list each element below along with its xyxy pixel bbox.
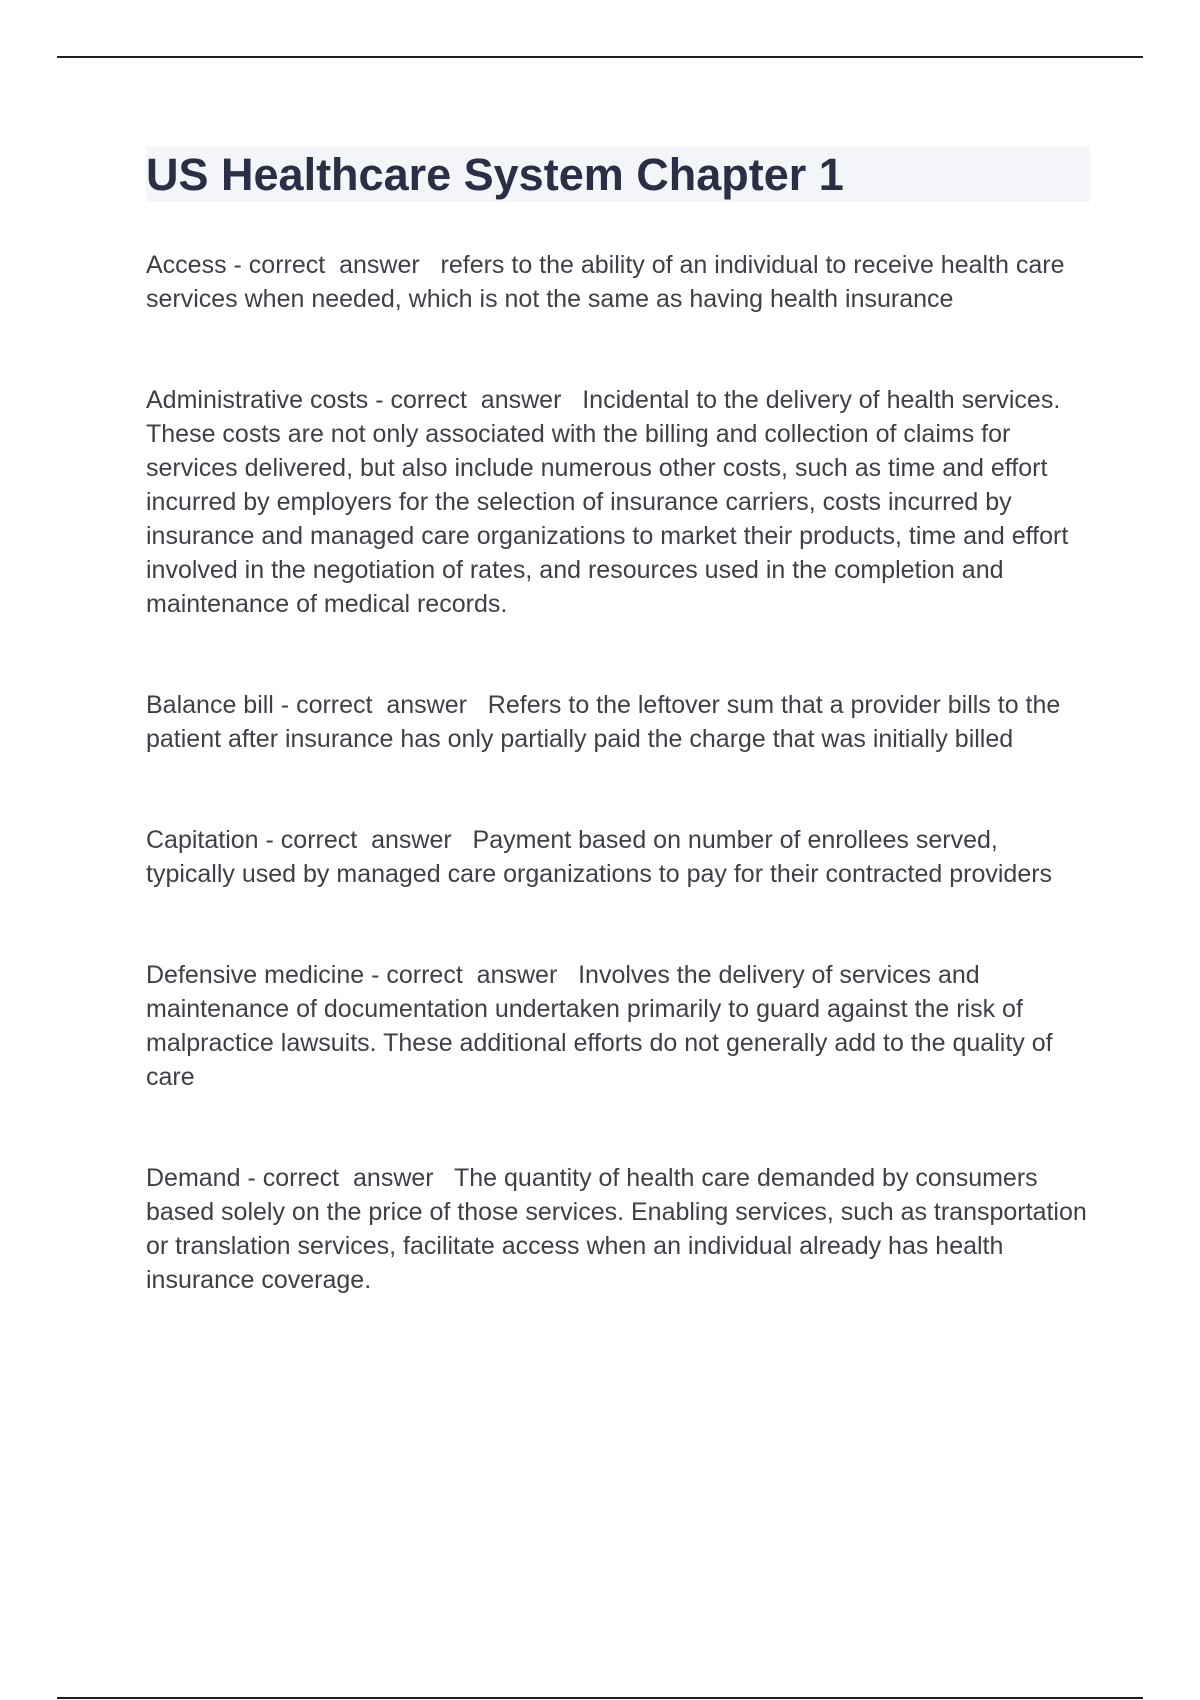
top-divider: [57, 56, 1143, 58]
document-body: [146, 146, 1094, 1364]
definition-entry-capitation: Capitation - correct answer Payment based on number of enrollees served, typically used by managed care organizations to pay for their contracted providers: [146, 826, 1053, 888]
definition-entry-access: Access - correct answer refers to the ability of an individual to receive health care services when needed, which is not the same as having health insurance: [146, 251, 1072, 313]
bottom-divider: [57, 1697, 1143, 1699]
definition-entry-demand: Demand - correct answer The quantity of health care demanded by consumers based solely on the price of those services. Enabling services, such as transportation or translation services, facilitate access when an individual already has health insurance coverage.: [146, 1164, 1094, 1294]
definition-entry-administrative-costs: Administrative costs - correct answer Incidental to the delivery of health services. These costs are not only associated with the billing and collection of claims for services delivered, but also include numerous other costs, such as time and effort incurred by employers for the selection of insurance carriers, costs incurred by insurance and managed care organizations to market their products, time and effort involved in the negotiation of rates, and resources used in the completion and maintenance of medical records.: [146, 386, 1076, 618]
definition-entry-defensive-medicine: Defensive medicine - correct answer Involves the delivery of services and maintenance of documentation undertaken primarily to guard against the risk of malpractice lawsuits. These additional efforts do not generally add to the quality of care: [146, 961, 1060, 1091]
definition-entry-balance-bill: Balance bill - correct answer Refers to the leftover sum that a provider bills to the patient after insurance has only partially paid the charge that was initially billed: [146, 691, 1068, 753]
title-band: [146, 146, 1090, 202]
page-title: US Healthcare System Chapter 1: [146, 148, 844, 200]
